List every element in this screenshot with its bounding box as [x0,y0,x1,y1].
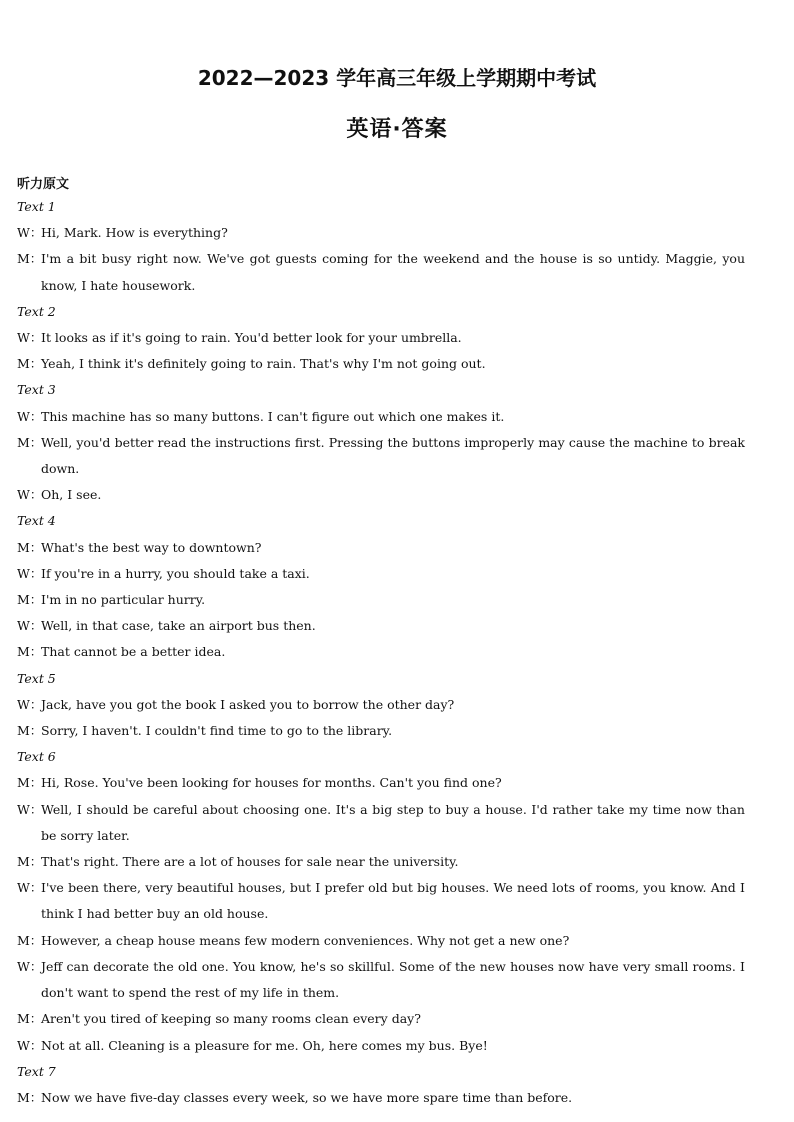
utterance-text: This machine has so many buttons. I can't figure out which one makes it. [41,408,505,424]
utterance-text: Jeff can decorate the old one. You know, he's so skillful. Some of the new houses now have very small rooms. I don't want to spend the rest of my life in them. [41,958,745,1001]
dialogue-line [17,639,745,665]
speaker-label: M： [17,723,43,739]
speaker-label: M： [17,434,43,450]
utterance-text: I'm in no particular hurry. [41,592,206,608]
dialogue-line [17,1006,745,1032]
dialogue-line [17,246,745,298]
utterance-text: Sorry, I haven't. I couldn't find time to go to the library. [41,723,393,739]
section-title: 听力原文 [17,177,70,192]
speaker-label: M： [17,539,43,555]
dialogue-line [17,561,745,587]
speaker-label: M： [17,775,43,791]
dialogue-line [17,692,745,718]
utterance-text: Jack, have you got the book I asked you to borrow the other day? [41,696,455,712]
speaker-label: W： [17,1037,43,1053]
dialogue-line [17,928,745,954]
utterance-text: Not at all. Cleaning is a pleasure for me. Oh, here comes my bus. Bye! [41,1037,488,1053]
dialogue-line [17,535,745,561]
speaker-label: M： [17,1089,43,1105]
speaker-label: W： [17,958,43,974]
text-label: Text 4 [17,513,56,529]
speaker-label: M： [17,854,43,870]
utterance-text: Oh, I see. [41,487,102,503]
dialogue-line [17,404,745,430]
dialogue-line [17,482,745,508]
dialogue-line [17,325,745,351]
dialogue-line [17,1085,745,1111]
text-label: Text 1 [17,199,56,214]
exam-title: 2022—2023 学年高三年级上学期期中考试 [197,66,597,90]
utterance-text: However, a cheap house means few modern conveniences. Why not get a new one? [41,932,570,948]
speaker-label: W： [17,880,43,896]
answer-subtitle: 英语·答案 [346,117,448,142]
speaker-label: W： [17,696,43,712]
speaker-label: W： [17,801,43,817]
utterance-text: Well, you'd better read the instructions first. Pressing the buttons improperly may cause the machine to break down. [41,434,745,477]
dialogue-line [17,954,745,1006]
speaker-label: M： [17,644,43,660]
speaker-label: M： [17,932,43,948]
speaker-label: M： [17,1011,43,1027]
utterance-text: Well, I should be careful about choosing one. It's a big step to buy a house. I'd rather take my time now than be sorry later. [41,801,745,843]
text-label: Text 5 [17,670,56,686]
utterance-text: That's right. There are a lot of houses for sale near the university. [41,854,459,870]
speaker-label: W： [17,408,43,424]
utterance-text: Hi, Rose. You've been looking for houses for months. Can't you find one? [41,775,502,791]
speaker-label: M： [17,251,43,267]
dialogue-line [17,587,745,613]
transcript-body [17,194,745,1111]
utterance-text: If you're in a hurry, you should take a taxi. [41,565,310,581]
dialogue-line [17,1033,745,1059]
utterance-text: It looks as if it's going to rain. You'd better look for your umbrella. [41,330,462,346]
utterance-text: Hi, Mark. How is everything? [41,225,228,241]
text-label: Text 2 [17,303,56,319]
utterance-text: I'm a bit busy right now. We've got guests coming for the weekend and the house is so untidy. Maggie, you know, I hate housework. [41,251,745,293]
speaker-label: W： [17,225,43,241]
utterance-text: That cannot be a better idea. [41,644,226,660]
dialogue-line [17,613,745,639]
utterance-text: I've been there, very beautiful houses, but I prefer old but big houses. We need lots of rooms, you know. And I think I had better buy an old house. [41,880,745,922]
text-label: Text 6 [17,749,56,765]
speaker-label: W： [17,487,43,503]
speaker-label: M： [17,592,43,608]
speaker-label: W： [17,618,43,634]
dialogue-line [17,351,745,377]
utterance-text: Yeah, I think it's definitely going to rain. That's why I'm not going out. [41,356,486,372]
speaker-label: W： [17,330,43,346]
dialogue-line [17,849,745,875]
text-label: Text 3 [17,382,56,398]
dialogue-line [17,430,745,482]
speaker-label: W： [17,565,43,581]
dialogue-line [17,770,745,796]
utterance-text: Well, in that case, take an airport bus then. [41,618,316,634]
speaker-label: M： [17,356,43,372]
utterance-text: Aren't you tired of keeping so many rooms clean every day? [41,1011,421,1027]
utterance-text: What's the best way to downtown? [41,539,262,555]
dialogue-line [17,220,745,246]
dialogue-line [17,875,745,927]
dialogue-line [17,718,745,744]
text-label: Text 7 [17,1063,56,1079]
utterance-text: Now we have five-day classes every week, so we have more spare time than before. [41,1089,573,1105]
dialogue-line [17,797,745,849]
